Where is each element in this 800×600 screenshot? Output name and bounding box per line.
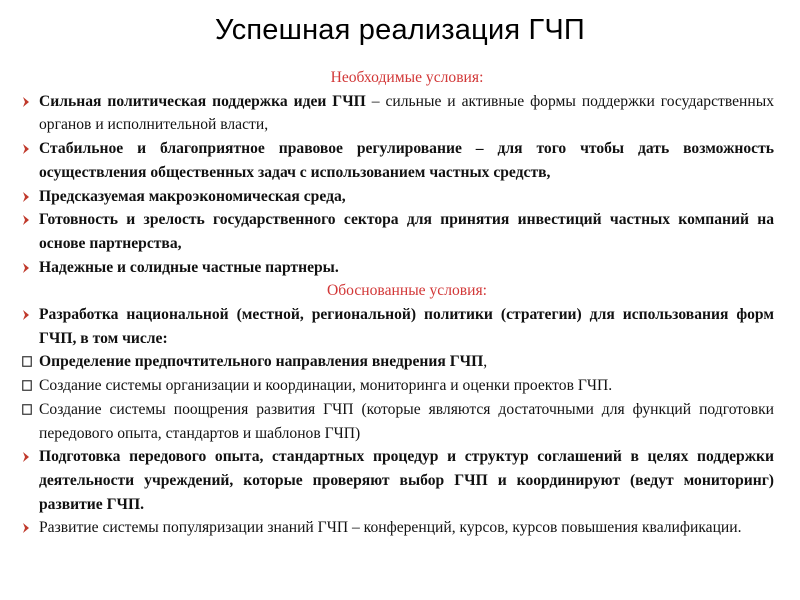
item-text: Стабильное и благоприятное правовое регулирование – для того чтобы дать возможность осуществления общественных задач с использованием частных средств, <box>39 140 774 181</box>
item-text: Сильная политическая поддержка идеи ГЧП <box>39 92 372 110</box>
item-text: Развитие системы популяризации знаний ГЧП – конференций, курсов, курсов повышения квалификации. <box>39 519 742 537</box>
bullet-icon <box>22 185 34 209</box>
list-item <box>20 398 774 445</box>
list-item <box>20 137 774 184</box>
list-item <box>20 303 774 350</box>
item-text: Надежные и солидные частные партнеры. <box>39 258 339 276</box>
list-item <box>20 256 774 280</box>
list-item <box>20 516 774 540</box>
bullet-icon <box>22 256 34 280</box>
item-text-rest: – сильные и активные формы поддержки государственных органов и исполнительной власти, <box>39 92 774 134</box>
checkbox-bullet-icon <box>22 350 34 374</box>
section-heading-justified: Обоснованные условия: <box>326 282 488 300</box>
checkbox-bullet-icon <box>22 374 34 398</box>
page-title: Успешная реализация ГЧП <box>215 14 585 46</box>
bullet-icon <box>22 90 34 114</box>
list-item <box>20 208 774 255</box>
checkbox-bullet-icon <box>22 398 34 422</box>
item-text: Разработка национальной (местной, региональной) политики (стратегии) для использования форм ГЧП, в том числе: <box>39 306 774 347</box>
item-text: Подготовка передового опыта, стандартных процедур и структур соглашений в целях поддержки деятельности учреждений, которые проверяют выбор ГЧП и координируют (ведут мониторинг) развитие ГЧП. <box>39 448 774 513</box>
bullet-icon <box>22 137 34 161</box>
item-text: Определение предпочтительного направления внедрения ГЧП <box>39 353 484 371</box>
section-heading-required: Необходимые условия: <box>330 69 484 86</box>
item-text: Создание системы организации и координации, мониторинга и оценки проектов ГЧП. <box>39 377 613 395</box>
item-text-rest: , <box>483 353 488 371</box>
list-item <box>20 90 774 137</box>
bullet-icon <box>22 445 34 469</box>
list-item <box>20 445 774 516</box>
list-item <box>20 374 774 398</box>
bullet-icon <box>22 516 34 540</box>
bullet-icon <box>22 208 34 232</box>
item-text: Предсказуемая макроэкономическая среда, <box>39 187 346 205</box>
item-text: Создание системы поощрения развития ГЧП (которые являются достаточными для функций подготовки передового опыта, стандартов и шаблонов ГЧП) <box>39 400 774 442</box>
list-item <box>20 350 774 374</box>
list-item <box>20 185 774 209</box>
slide-content <box>20 66 774 540</box>
bullet-icon <box>22 303 34 327</box>
item-text: Готовность и зрелость государственного сектора для принятия инвестиций частных компаний на основе партнерства, <box>39 211 774 252</box>
